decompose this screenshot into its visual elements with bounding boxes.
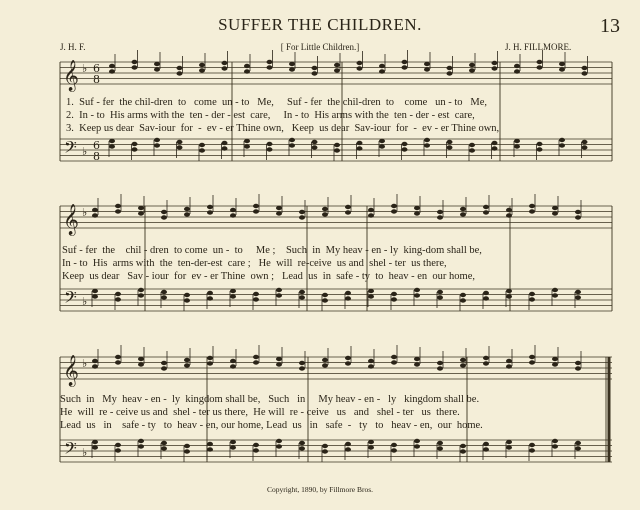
note-head — [575, 361, 581, 365]
note-head — [92, 440, 98, 444]
note-head — [437, 295, 443, 299]
time-signature-top: 6 — [93, 139, 100, 152]
note-head — [222, 141, 228, 145]
note-head — [299, 366, 305, 370]
note-head — [391, 292, 397, 296]
note-head — [483, 291, 489, 295]
lyric-line-1-2: 2. In - to His arms with the ten - der - est care, In - to His arms with the ten - der - est care, — [66, 110, 475, 121]
note-head — [207, 356, 213, 360]
note-head — [345, 361, 351, 365]
note-head — [460, 293, 466, 297]
note-head — [322, 363, 328, 367]
note-head — [483, 356, 489, 360]
note-head — [253, 209, 259, 213]
note-head — [469, 63, 475, 67]
note-head — [437, 290, 443, 294]
note-head — [529, 209, 535, 213]
note-head — [177, 145, 183, 149]
note-head — [207, 361, 213, 365]
note-head — [537, 65, 543, 69]
note-head — [483, 442, 489, 446]
note-head — [253, 204, 259, 208]
note-head — [368, 445, 374, 449]
note-head — [132, 65, 138, 69]
note-head — [184, 444, 190, 448]
note-head — [244, 144, 250, 148]
note-head — [115, 448, 121, 452]
time-signature-top: 6 — [93, 62, 100, 75]
note-head — [132, 60, 138, 64]
time-signature-bottom: 8 — [93, 73, 100, 86]
note-head — [447, 145, 453, 149]
note-head — [154, 138, 160, 142]
note-head — [244, 139, 250, 143]
lyric-line-2-3: Keep us dear Sav - iour for ev - er Thine own ; Lead us in safe - ty to heav - en our home, — [62, 271, 475, 282]
note-head — [460, 363, 466, 367]
note-head — [199, 148, 205, 152]
note-head — [230, 208, 236, 212]
note-head — [138, 444, 144, 448]
note-head — [575, 210, 581, 214]
note-head — [529, 292, 535, 296]
note-head — [322, 298, 328, 302]
note-head — [506, 440, 512, 444]
note-head — [437, 366, 443, 370]
note-head — [402, 147, 408, 151]
note-head — [368, 289, 374, 293]
note-head — [460, 212, 466, 216]
note-head — [559, 143, 565, 147]
note-head — [253, 297, 259, 301]
note-head — [537, 142, 543, 146]
flat-icon: ♭ — [82, 357, 88, 370]
note-head — [177, 66, 183, 70]
note-head — [506, 364, 512, 368]
note-head — [460, 298, 466, 302]
note-head — [469, 148, 475, 152]
note-head — [492, 66, 498, 70]
note-head — [276, 288, 282, 292]
note-head — [109, 64, 115, 68]
note-head — [184, 363, 190, 367]
note-head — [345, 447, 351, 451]
note-head — [575, 295, 581, 299]
treble-clef-icon: 𝄞 — [63, 355, 79, 386]
bass-clef-icon: 𝄢 — [64, 137, 77, 161]
treble-clef-icon: 𝄞 — [63, 204, 79, 235]
note-head — [115, 209, 121, 213]
composer-credit: J. H. FILLMORE. — [505, 42, 572, 52]
note-head — [506, 294, 512, 298]
note-head — [138, 362, 144, 366]
note-head — [253, 360, 259, 364]
note-head — [552, 293, 558, 297]
note-head — [161, 210, 167, 214]
note-head — [437, 210, 443, 214]
note-head — [559, 138, 565, 142]
note-head — [253, 448, 259, 452]
note-head — [447, 140, 453, 144]
note-head — [345, 205, 351, 209]
note-head — [138, 206, 144, 210]
note-head — [483, 210, 489, 214]
note-head — [184, 207, 190, 211]
note-head — [92, 208, 98, 212]
note-head — [368, 359, 374, 363]
note-head — [559, 67, 565, 71]
note-head — [469, 143, 475, 147]
note-head — [414, 439, 420, 443]
note-head — [222, 61, 228, 65]
note-head — [161, 295, 167, 299]
note-head — [402, 142, 408, 146]
note-head — [138, 288, 144, 292]
note-head — [230, 364, 236, 368]
note-head — [391, 204, 397, 208]
note-head — [368, 208, 374, 212]
note-head — [299, 446, 305, 450]
note-head — [582, 71, 588, 75]
note-head — [575, 446, 581, 450]
note-head — [575, 366, 581, 370]
note-head — [138, 439, 144, 443]
note-head — [334, 68, 340, 72]
note-head — [424, 67, 430, 71]
lyric-line-1-1: 1. Suf - fer the chil-dren to come un - to Me, Suf - fer the chil-dren to come un - to Me, — [66, 97, 488, 108]
note-head — [322, 212, 328, 216]
note-head — [483, 361, 489, 365]
note-head — [414, 444, 420, 448]
note-head — [368, 294, 374, 298]
note-head — [492, 146, 498, 150]
note-head — [92, 445, 98, 449]
note-head — [414, 293, 420, 297]
note-head — [92, 364, 98, 368]
note-head — [322, 207, 328, 211]
note-head — [184, 293, 190, 297]
note-head — [368, 213, 374, 217]
note-head — [391, 360, 397, 364]
note-head — [437, 361, 443, 365]
note-head — [506, 359, 512, 363]
note-head — [575, 215, 581, 219]
note-head — [299, 290, 305, 294]
lyricist-credit: J. H. F. — [60, 42, 86, 52]
bass-clef-icon: 𝄢 — [64, 438, 77, 462]
note-head — [322, 444, 328, 448]
lyric-line-1-3: 3. Keep us dear Sav-iour for - ev - er Thine own, Keep us dear Sav-iour for - ev - er Thine own, — [66, 123, 500, 134]
note-head — [391, 355, 397, 359]
note-head — [529, 204, 535, 208]
note-head — [379, 139, 385, 143]
note-head — [230, 289, 236, 293]
note-head — [322, 293, 328, 297]
note-head — [402, 65, 408, 69]
note-head — [537, 60, 543, 64]
note-head — [92, 289, 98, 293]
note-head — [154, 67, 160, 71]
lyric-line-3-3: Lead us in safe - ty to heav - en, our home, Lead us in safe - ty to heav - en, our home. — [60, 420, 483, 431]
note-head — [582, 66, 588, 70]
note-head — [109, 144, 115, 148]
note-head — [552, 362, 558, 366]
note-head — [552, 288, 558, 292]
flat-icon: ♭ — [82, 295, 88, 308]
flat-icon: ♭ — [82, 62, 88, 75]
note-head — [345, 356, 351, 360]
note-head — [506, 445, 512, 449]
note-head — [437, 441, 443, 445]
note-head — [322, 449, 328, 453]
note-head — [92, 359, 98, 363]
note-head — [552, 211, 558, 215]
note-head — [345, 291, 351, 295]
note-head — [115, 292, 121, 296]
note-head — [267, 60, 273, 64]
note-head — [230, 445, 236, 449]
note-head — [460, 449, 466, 453]
note-head — [253, 355, 259, 359]
note-head — [483, 447, 489, 451]
note-head — [514, 139, 520, 143]
lyric-line-3-1: Such in My heav - en - ly kingdom shall be, Such in My heav - en - ly kingdom shall be. — [60, 394, 480, 405]
note-head — [138, 211, 144, 215]
note-head — [199, 63, 205, 67]
note-head — [552, 444, 558, 448]
note-head — [529, 443, 535, 447]
note-head — [312, 140, 318, 144]
note-head — [154, 62, 160, 66]
note-head — [230, 359, 236, 363]
note-head — [391, 443, 397, 447]
copyright-notice: Copyright, 1890, by Fillmore Bros. — [266, 485, 374, 494]
note-head — [357, 61, 363, 65]
note-head — [161, 446, 167, 450]
note-head — [276, 357, 282, 361]
note-head — [391, 297, 397, 301]
note-head — [161, 441, 167, 445]
note-head — [357, 66, 363, 70]
page-title: SUFFER THE CHILDREN. — [218, 15, 422, 34]
note-head — [244, 64, 250, 68]
note-head — [447, 66, 453, 70]
note-head — [199, 68, 205, 72]
lyric-line-2-1: Suf - fer the chil - dren to come un - to Me ; Such in My heav - en - ly king-dom shall be, — [62, 245, 482, 256]
note-head — [529, 297, 535, 301]
note-head — [138, 357, 144, 361]
note-head — [368, 364, 374, 368]
note-head — [115, 360, 121, 364]
note-head — [230, 213, 236, 217]
note-head — [529, 448, 535, 452]
note-head — [161, 366, 167, 370]
note-head — [492, 61, 498, 65]
note-head — [138, 293, 144, 297]
note-head — [276, 206, 282, 210]
note-head — [115, 355, 121, 359]
note-head — [312, 145, 318, 149]
note-head — [575, 441, 581, 445]
note-head — [322, 358, 328, 362]
note-head — [379, 144, 385, 148]
note-head — [469, 68, 475, 72]
note-head — [207, 291, 213, 295]
note-head — [537, 147, 543, 151]
note-head — [402, 60, 408, 64]
note-head — [267, 147, 273, 151]
note-head — [447, 71, 453, 75]
note-head — [115, 204, 121, 208]
treble-clef-icon: 𝄞 — [63, 60, 79, 91]
note-head — [424, 62, 430, 66]
note-head — [582, 145, 588, 149]
note-head — [514, 69, 520, 73]
note-head — [230, 440, 236, 444]
note-head — [115, 297, 121, 301]
note-head — [334, 148, 340, 152]
note-head — [424, 138, 430, 142]
note-head — [199, 143, 205, 147]
note-head — [506, 208, 512, 212]
note-head — [184, 358, 190, 362]
note-head — [552, 439, 558, 443]
note-head — [92, 213, 98, 217]
note-head — [132, 147, 138, 151]
note-head — [207, 296, 213, 300]
note-head — [289, 67, 295, 71]
note-head — [483, 205, 489, 209]
note-head — [424, 143, 430, 147]
note-head — [368, 440, 374, 444]
note-head — [334, 143, 340, 147]
note-head — [244, 69, 250, 73]
note-head — [276, 444, 282, 448]
note-head — [289, 143, 295, 147]
lyric-line-3-2: He will re - ceive us and shel - ter us there, He will re - ceive us and shel - ter us there. — [60, 407, 460, 418]
note-head — [109, 69, 115, 73]
note-head — [230, 294, 236, 298]
note-head — [357, 146, 363, 150]
note-head — [437, 215, 443, 219]
note-head — [222, 146, 228, 150]
note-head — [184, 212, 190, 216]
note-head — [514, 64, 520, 68]
note-head — [289, 138, 295, 142]
note-head — [276, 362, 282, 366]
note-head — [132, 142, 138, 146]
note-head — [276, 293, 282, 297]
note-head — [391, 448, 397, 452]
lyric-line-2-2: In - to His arms with the ten-der-est care ; He will re-ceive us and shel - ter us there, — [62, 258, 447, 269]
note-head — [299, 295, 305, 299]
note-head — [559, 62, 565, 66]
note-head — [414, 211, 420, 215]
note-head — [529, 355, 535, 359]
note-head — [334, 63, 340, 67]
note-head — [460, 207, 466, 211]
note-head — [357, 141, 363, 145]
note-head — [109, 139, 115, 143]
note-head — [379, 69, 385, 73]
note-head — [207, 210, 213, 214]
note-head — [289, 62, 295, 66]
note-head — [299, 441, 305, 445]
flat-icon: ♭ — [82, 206, 88, 219]
note-head — [184, 449, 190, 453]
note-head — [299, 210, 305, 214]
note-head — [207, 447, 213, 451]
note-head — [582, 140, 588, 144]
note-head — [345, 210, 351, 214]
time-signature-bottom: 8 — [93, 150, 100, 163]
note-head — [414, 362, 420, 366]
note-head — [299, 215, 305, 219]
note-head — [276, 439, 282, 443]
note-head — [575, 290, 581, 294]
note-head — [253, 443, 259, 447]
note-head — [506, 289, 512, 293]
note-head — [437, 446, 443, 450]
note-head — [414, 288, 420, 292]
note-head — [184, 298, 190, 302]
flat-icon: ♭ — [82, 446, 88, 459]
note-head — [161, 290, 167, 294]
note-head — [276, 211, 282, 215]
note-head — [253, 292, 259, 296]
note-head — [267, 142, 273, 146]
note-head — [177, 140, 183, 144]
note-head — [345, 296, 351, 300]
note-head — [312, 66, 318, 70]
note-head — [92, 294, 98, 298]
note-head — [514, 144, 520, 148]
note-head — [154, 143, 160, 147]
bass-clef-icon: 𝄢 — [64, 287, 77, 311]
note-head — [506, 213, 512, 217]
note-head — [312, 71, 318, 75]
note-head — [222, 66, 228, 70]
note-head — [161, 361, 167, 365]
note-head — [391, 209, 397, 213]
note-head — [161, 215, 167, 219]
note-head — [552, 357, 558, 361]
note-head — [267, 65, 273, 69]
note-head — [460, 358, 466, 362]
note-head — [483, 296, 489, 300]
note-head — [207, 205, 213, 209]
note-head — [460, 444, 466, 448]
note-head — [207, 442, 213, 446]
subtitle: [ For Little Children.] — [280, 42, 360, 52]
flat-icon: ♭ — [82, 145, 88, 158]
note-head — [379, 64, 385, 68]
note-head — [299, 361, 305, 365]
note-head — [529, 360, 535, 364]
note-head — [414, 206, 420, 210]
note-head — [115, 443, 121, 447]
note-head — [414, 357, 420, 361]
note-head — [552, 206, 558, 210]
note-head — [177, 71, 183, 75]
note-head — [492, 141, 498, 145]
note-head — [345, 442, 351, 446]
page-number: 13 — [600, 15, 620, 37]
